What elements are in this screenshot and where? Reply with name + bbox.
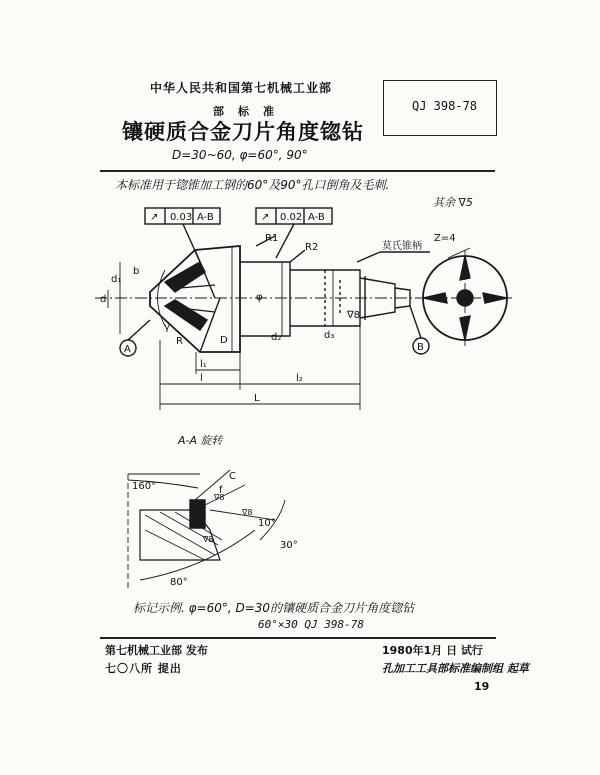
tol2-value: 0.02 xyxy=(280,212,303,223)
tol1-datum: A-B xyxy=(197,212,214,223)
tol2-datum: A-B xyxy=(308,212,325,223)
label-c: C xyxy=(229,471,236,482)
label-l1: l₁ xyxy=(200,359,207,370)
drafter: 孔加工工具部标准编制组 起草 xyxy=(382,662,529,675)
proposer: 七〇八所 提出 xyxy=(105,662,182,675)
label-material: 莫氏锥柄 xyxy=(382,241,422,252)
label-v2: ∇8 xyxy=(242,508,253,517)
label-b-marker: B xyxy=(417,342,424,353)
label-r: R xyxy=(176,336,183,347)
label-b: b xyxy=(133,266,140,277)
page-number: 19 xyxy=(474,680,490,693)
label-160: 160° xyxy=(132,481,157,492)
label-f: f xyxy=(219,485,223,496)
label-gamma: γ xyxy=(164,322,170,333)
label-a: A xyxy=(124,344,131,355)
marking-code: 60°×30 QJ 398-78 xyxy=(258,618,364,631)
tol2-symbol: ↗ xyxy=(261,212,270,223)
label-d: d xyxy=(100,294,107,305)
label-v1: ∇8 xyxy=(214,493,225,502)
document-title: 镶硬质合金刀片角度锪钻 xyxy=(122,120,364,144)
section-label: A-A 旋转 xyxy=(178,434,223,447)
standard-code: QJ 398-78 xyxy=(412,99,478,113)
scope-text: 本标准用于锪锥加工钢的60°及90°孔口倒角及毛刺. xyxy=(115,178,390,192)
roughness-note: 其余 ∇5 xyxy=(433,196,473,209)
document-parameters: D=30~60, φ=60°, 90° xyxy=(172,148,308,162)
end-view xyxy=(418,250,512,346)
label-ra: ∇8 xyxy=(347,310,361,321)
label-l: l xyxy=(200,373,203,384)
label-big-l: L xyxy=(254,393,260,404)
footer-rule xyxy=(100,637,496,639)
label-l2: l₂ xyxy=(296,373,303,384)
tol1-value: 0.03 xyxy=(170,212,193,223)
label-r2: R2 xyxy=(305,242,319,253)
marking-example: 标记示例. φ=60°, D=30的镶硬质合金刀片角度锪钻 xyxy=(133,601,415,615)
label-big-d: D xyxy=(220,335,228,346)
label-r1: R1 xyxy=(265,233,279,244)
trial-date: 1980年1月 日 试行 xyxy=(382,644,483,657)
label-10: 10° xyxy=(258,518,276,529)
standard-level: 部标准 xyxy=(213,105,288,118)
label-80: 80° xyxy=(170,577,188,588)
tol1-symbol: ↗ xyxy=(150,212,159,223)
label-d2: d₂ xyxy=(271,332,282,343)
label-v3: ∇8 xyxy=(203,535,214,544)
label-d3: d₃ xyxy=(324,330,335,341)
label-phi: φ xyxy=(256,292,263,303)
ministry-name: 中华人民共和国第七机械工业部 xyxy=(150,81,333,95)
tool-body xyxy=(240,262,410,336)
publisher: 第七机械工业部 发布 xyxy=(105,644,208,657)
label-teeth: Z=4 xyxy=(434,233,456,244)
label-30: 30° xyxy=(280,540,298,551)
label-d1: d₁ xyxy=(111,274,122,285)
